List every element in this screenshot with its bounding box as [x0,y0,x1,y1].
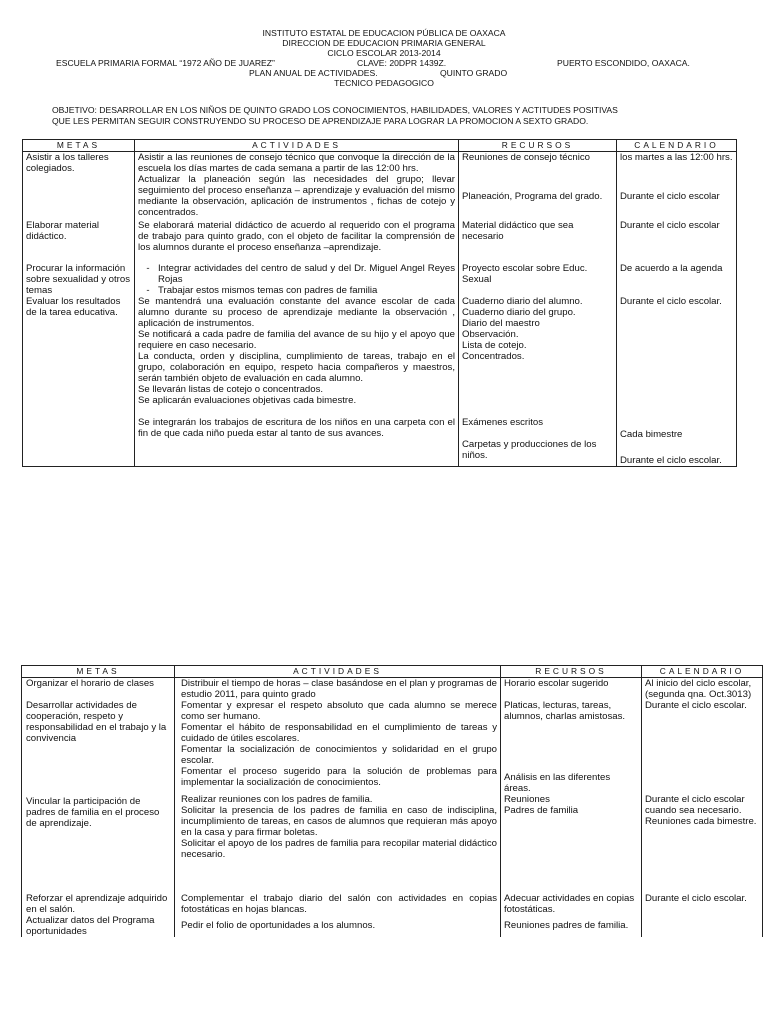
meta-cell: Elaborar material didáctico. [26,220,100,242]
document-header [0,28,768,88]
activity-text: Se mantendrá una evaluación constante del avance escolar de cada alumno durante su proceso de aprendizaje mediante la observación , aplicación de instrumentos. [138,296,455,329]
calendar-text: los martes a las 12:00 hrs. [620,152,733,163]
table-row [23,218,737,253]
activity-table-1 [22,139,737,467]
table-row [22,915,763,937]
calendar-text: Durante el ciclo escolar. [645,700,747,711]
col-metas: METAS [23,140,135,152]
table-row [22,794,763,893]
resource-text: Horario escolar sugerido [504,678,609,689]
resource-text: Material didáctico que sea necesario [462,220,574,242]
meta-cell: Desarrollar actividades de cooperación, respeto y responsabilidad en el trabajo y la convivencia [26,700,167,744]
table-header-row [23,140,737,152]
table-row [22,678,763,701]
resource-text: Planeación, Programa del grado. [462,191,603,202]
meta-cell: Actualizar datos del Programa oportunidades [26,915,155,937]
resource-text: Cuaderno diario del alumno. [462,296,583,307]
calendar-text: Durante el ciclo escolar [620,220,720,231]
table-row [23,296,737,467]
calendar-text: Durante el ciclo escolar cuando sea necesario. [645,794,745,816]
meta-cell: Procurar la información sobre sexualidad y otros temas [26,263,130,296]
table-header-row [22,666,763,678]
resource-text: Exámenes escritos [462,417,544,428]
bullet-text: Integrar actividades del centro de salud y del Dr. Miguel Angel Reyes Rojas [158,263,455,285]
bullet-item [138,263,455,285]
resource-text: Reuniones padres de familia. [504,920,629,931]
col-calendario: CALENDARIO [642,666,763,678]
bullet-item [138,285,455,296]
resource-text: Observación. [462,329,519,340]
calendar-text: Cada bimestre [620,429,683,440]
school-place: PUERTO ESCONDIDO, OAXACA. [557,58,690,68]
meta-cell: Evaluar los resultados de la tarea educativa. [26,296,121,318]
activity-text: Se elaborará material didáctico de acuerdo al requerido con el programa de trabajo para quinto grado, con el objeto de facilitar la comprensión de los alumnos durante el proceso enseñanza –aprendizaje. [138,220,455,253]
col-recursos: RECURSOS [459,140,617,152]
activity-text: Solicitar la presencia de los padres de familia en caso de indisciplina, incumplimiento de tareas, en casos de alumnos que requieran más apoyo en la casa y para firmar boletas. [181,805,497,838]
direction-title: DIRECCION DE EDUCACION PRIMARIA GENERAL [282,38,486,48]
resource-text: Lista de cotejo. [462,340,527,351]
objective-line: OBJETIVO: DESARROLLAR EN LOS NIÑOS DE QUINTO GRADO LOS CONOCIMIENTOS, HABILIDADES, VALORES Y ACTITUDES POSITIVAS [52,105,618,115]
meta-cell: Organizar el horario de clases [26,678,154,689]
activity-table-2 [21,665,763,937]
col-recursos: RECURSOS [501,666,642,678]
activity-text: Se notificará a cada padre de familia del avance de su hijo y el apoyo que requiere en caso necesario. [138,329,455,351]
col-actividades: ACTIVIDADES [135,140,459,152]
plan-title: PLAN ANUAL DE ACTIVIDADES. [249,68,378,78]
tecnico-label: TECNICO PEDAGOGICO [334,78,434,88]
activity-text: Fomentar y expresar el respeto absoluto que cada alumno se merece como ser humano. [181,700,497,722]
activity-text: Fomentar la socialización de conocimientos y solidaridad en el grupo escolar. [181,744,497,766]
activity-text: Fomentar el hábito de responsabilidad en el cumplimiento de tareas y cuidado de útiles escolares. [181,722,497,744]
meta-cell: Reforzar el aprendizaje adquirido en el salón. [26,893,168,915]
table-row [22,700,763,794]
bullet-text: Trabajar estos mismos temas con padres de familia [158,285,378,296]
objective [52,105,732,127]
activity-text: Realizar reuniones con los padres de familia. [181,794,373,805]
activity-text: Se llevarán listas de cotejo o concentrados. [138,384,324,395]
plan-row [0,68,768,78]
calendar-text: Reuniones cada bimestre. [645,816,757,827]
resource-text: Reuniones [504,794,550,805]
school-cycle: CICLO ESCOLAR 2013-2014 [327,48,441,58]
table-row [22,893,763,915]
activity-text: Solicitar el apoyo de los padres de familia para recopilar material didáctico necesario. [181,838,497,860]
resource-text: Platicas, lecturas, tareas, alumnos, charlas amistosas. [504,700,626,722]
grade-label: QUINTO GRADO [440,68,508,78]
activity-text: Complementar el trabajo diario del salón con actividades en copias fotostáticas en hojas blancas. [181,893,497,915]
calendar-text: Durante el ciclo escolar [620,191,720,202]
dash-icon: - [146,285,150,296]
resource-text: Carpetas y producciones de los niños. [462,439,597,461]
calendar-text: Durante el ciclo escolar. [645,893,747,904]
objective-line: QUE LES PERMITAN SEGUIR CONSTRUYENDO SU PROCESO DE APRENDIZAJE PARA LOGRAR LA PROMOCION A SEXTO GRADO. [52,116,589,126]
calendar-text: Durante el ciclo escolar. [620,296,722,307]
calendar-text: Durante el ciclo escolar. [620,455,722,466]
resource-text: Proyecto escolar sobre Educ. Sexual [462,263,588,285]
activity-text: Se integrarán los trabajos de escritura de los niños en una carpeta con el fin de que cada niño pueda estar al tanto de sus avances. [138,417,455,439]
resource-text: Padres de familia [504,805,579,816]
school-name: ESCUELA PRIMARIA FORMAL “1972 AÑO DE JUAREZ” [56,58,275,68]
resource-text: Cuaderno diario del grupo. [462,307,576,318]
activity-text: Actualizar la planeación según las necesidades del grupo; llevar seguimiento del proceso enseñanza – aprendizaje y evaluación del mismo mediante la observación, aplicación de instrumentos , fichas de cotejo y concentrados. [138,174,455,218]
school-clave: CLAVE: 20DPR 1439Z. [357,58,447,68]
table-row [23,152,737,219]
activity-text: Pedir el folio de oportunidades a los alumnos. [181,920,376,931]
table-row [23,253,737,296]
dash-icon: - [146,263,150,274]
meta-cell: Asistir a los talleres colegiados. [26,152,109,174]
meta-cell: Vincular la participación de padres de familia en el proceso de aprendizaje. [26,796,160,829]
activity-text: La conducta, orden y disciplina, cumplimiento de tareas, trabajo en el grupo, colaboración en equipo, respeto hacia compañeros y maestros, serán también objeto de evaluación en cada alumno. [138,351,455,384]
activity-text: Distribuir el tiempo de horas – clase basándose en el plan y programas de estudio 2011, para quinto grado [181,678,497,700]
resource-text: Diario del maestro [462,318,540,329]
resource-text: Análisis en las diferentes áreas. [504,772,611,794]
activity-text: Asistir a las reuniones de consejo técnico que convoque la dirección de la escuela los días martes de cada semana a partir de las 12:00 hrs. [138,152,455,174]
activity-text: Fomentar el proceso sugerido para la solución de problemas para implementar la socialización de conocimientos. [181,766,497,788]
resource-text: Reuniones de consejo técnico [462,152,591,163]
resource-text: Adecuar actividades en copias fotostáticas. [504,893,635,915]
calendar-text: De acuerdo a la agenda [620,263,723,274]
resource-text: Concentrados. [462,351,525,362]
school-info-row [0,58,768,68]
col-actividades: ACTIVIDADES [175,666,501,678]
col-metas: METAS [22,666,175,678]
activity-text: Se aplicarán evaluaciones objetivas cada bimestre. [138,395,357,406]
calendar-text: Al inicio del ciclo escolar,(segunda qna. Oct.3013) [645,678,752,700]
institute-title: INSTITUTO ESTATAL DE EDUCACION PÚBLICA DE OAXACA [262,28,506,38]
col-calendario: CALENDARIO [617,140,737,152]
